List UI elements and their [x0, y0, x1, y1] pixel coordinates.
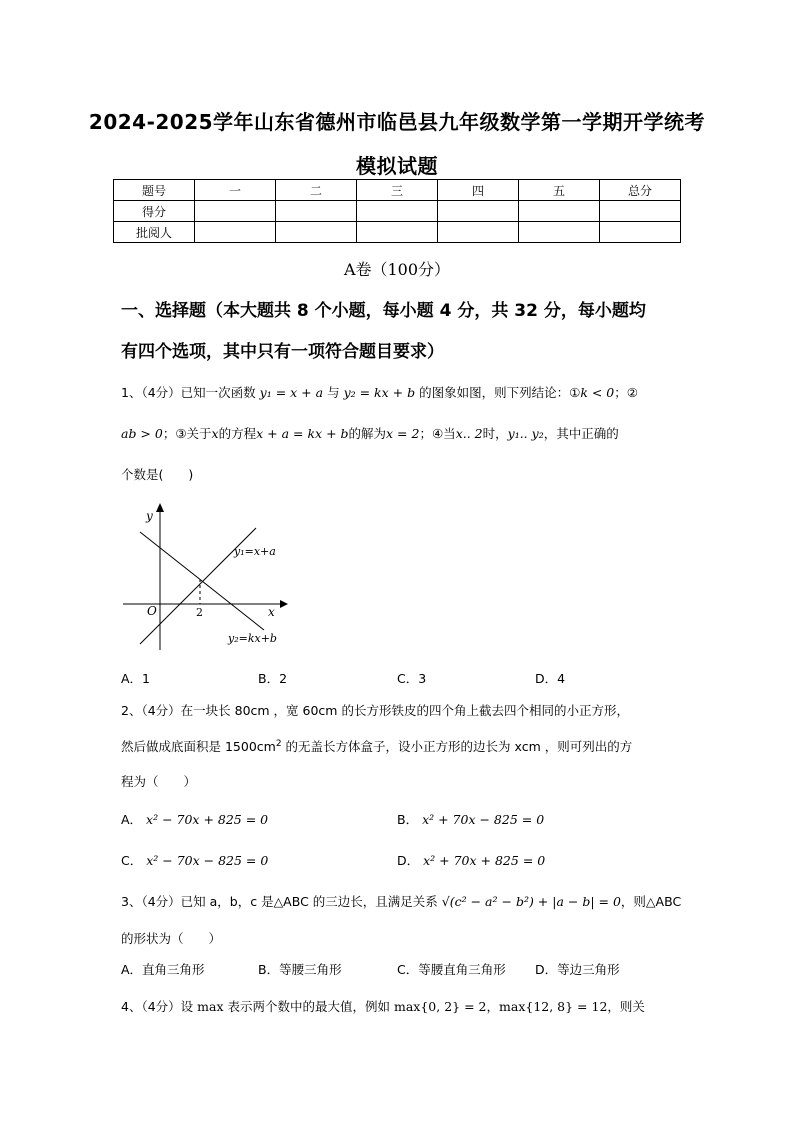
option-label: D． [397, 853, 420, 868]
q2-line2 [121, 737, 632, 755]
question-number: 2、（4分） [121, 703, 181, 718]
text: 的解为 [348, 426, 387, 441]
q1-option-d[interactable]: D．4 [535, 671, 566, 686]
table-cell [276, 222, 357, 243]
table-cell: 四 [438, 180, 519, 201]
question-number: 3、（4分） [121, 894, 181, 909]
y-axis-label: y [146, 509, 153, 523]
q1-line2 [121, 424, 619, 442]
line-y2-label: y₂=kx+b [228, 632, 277, 645]
doc-title-line1: 2024-2025学年山东省德州市临邑县九年级数学第一学期开学统考 [88, 110, 706, 134]
question-number: 1、（4分） [121, 385, 181, 400]
text: ，其中正确的 [543, 426, 619, 441]
table-cell: 得分 [114, 201, 195, 222]
table-cell: 二 [276, 180, 357, 201]
text: ， [486, 999, 500, 1014]
table-cell [519, 222, 600, 243]
math-expr: x² + 70x − 825 = 0 [422, 812, 545, 827]
q1-option-a[interactable]: A．1 [121, 671, 151, 686]
text: 已知一次函数 [180, 385, 256, 400]
text: ；③关于 [162, 426, 212, 441]
score-table-row [114, 201, 681, 222]
text: ；② [614, 385, 638, 400]
q2-option-a[interactable] [121, 810, 268, 828]
option-label: C． [121, 853, 143, 868]
score-table [113, 179, 681, 243]
q1-line1 [121, 383, 638, 401]
doc-title-line2: 模拟试题 [356, 154, 438, 178]
text: 的方程 [218, 426, 257, 441]
math-expr: max [197, 999, 224, 1014]
table-cell [195, 222, 276, 243]
text: 在一块长 80cm ，宽 60cm 的长方形铁皮的四个角上截去四个相同的小正方形， [180, 703, 629, 718]
math-expr: x = 2 [386, 426, 420, 441]
math-expr: x² − 70x + 825 = 0 [146, 812, 269, 827]
q2-option-c[interactable] [121, 851, 268, 869]
q2-option-b[interactable] [397, 810, 544, 828]
table-cell [357, 222, 438, 243]
table-cell [438, 201, 519, 222]
score-table-header-row [114, 180, 681, 201]
table-cell [195, 201, 276, 222]
x-axis-label: x [268, 605, 275, 619]
text: 已知 a，b，c 是△ABC 的三边长，且满足关系 [180, 894, 438, 909]
q3-option-c[interactable]: C．等腰直角三角形 [397, 962, 506, 977]
text: ，则△ABC [620, 894, 682, 909]
q1-line3: 个数是( ) [121, 467, 194, 482]
text: ，则关 [607, 999, 645, 1014]
table-cell: 五 [519, 180, 600, 201]
q1-option-c[interactable]: C．3 [397, 671, 427, 686]
y-axis-arrow-icon [156, 503, 164, 512]
q2-line1 [121, 701, 629, 719]
math-expr: max{0, 2} = 2 [394, 999, 487, 1014]
math-expr: x + a = kx + b [256, 426, 349, 441]
table-cell: 题号 [114, 180, 195, 201]
table-cell: 总分 [600, 180, 681, 201]
text: ；④当 [419, 426, 456, 441]
math-expr: ab > 0 [121, 426, 163, 441]
section-a-title: A卷（100分） [343, 260, 451, 279]
table-cell: 一 [195, 180, 276, 201]
text: 设 [180, 999, 194, 1014]
math-expr: √(c² − a² − b²) + |a − b| = 0 [441, 894, 621, 909]
score-table-row [114, 222, 681, 243]
q3-option-b[interactable]: B．等腰三角形 [258, 962, 342, 977]
q3-option-a[interactable]: A．直角三角形 [121, 962, 205, 977]
text: 的无盖长方体盒子，设小正方形的边长为 xcm ，则可列出的方 [281, 739, 633, 754]
text: 与 [327, 385, 340, 400]
q3-option-d[interactable]: D．等边三角形 [535, 962, 620, 977]
part1-heading-line2: 有四个选项，其中只有一项符合题目要求） [121, 342, 444, 362]
text: 时， [482, 426, 508, 441]
table-cell [600, 222, 681, 243]
math-expr: x² − 70x − 825 = 0 [146, 853, 269, 868]
math-expr: x.. 2 [455, 426, 483, 441]
math-expr: y₁ = x + a [259, 385, 324, 400]
q1-graph [118, 500, 293, 655]
table-cell: 三 [357, 180, 438, 201]
option-label: B． [397, 812, 419, 827]
math-expr: x [211, 426, 219, 441]
x-axis-arrow-icon [280, 600, 288, 608]
math-expr: x² + 70x + 825 = 0 [423, 853, 546, 868]
math-expr: y₁.. y₂ [507, 426, 544, 441]
math-expr: y₂ = kx + b [343, 385, 416, 400]
q3-line2: 的形状为（ ） [121, 931, 222, 946]
table-cell [438, 222, 519, 243]
table-cell [357, 201, 438, 222]
text: 表示两个数中的最大值，例如 [227, 999, 391, 1014]
q2-line3: 程为（ ） [121, 774, 197, 789]
table-cell [519, 201, 600, 222]
question-number: 4、（4分） [121, 999, 181, 1014]
table-cell [276, 201, 357, 222]
origin-label: O [147, 604, 157, 618]
line-y1-label: y₁=x+a [234, 545, 276, 558]
q4-line1 [121, 997, 645, 1015]
q1-option-b[interactable]: B．2 [258, 671, 288, 686]
q2-option-d[interactable] [397, 851, 545, 869]
table-cell: 批阅人 [114, 222, 195, 243]
text: 然后做成底面积是 1500cm [121, 739, 276, 754]
table-cell [600, 201, 681, 222]
superscript: 2 [275, 738, 282, 749]
q3-line1 [121, 892, 681, 910]
option-label: A． [121, 812, 143, 827]
math-expr: max{12, 8} = 12 [499, 999, 608, 1014]
tick-label: 2 [196, 606, 203, 619]
math-expr: k < 0 [580, 385, 615, 400]
text: 的图象如图，则下列结论：① [419, 385, 581, 400]
part1-heading-line1: 一、选择题（本大题共 8 个小题，每小题 4 分，共 32 分，每小题均 [121, 301, 646, 321]
